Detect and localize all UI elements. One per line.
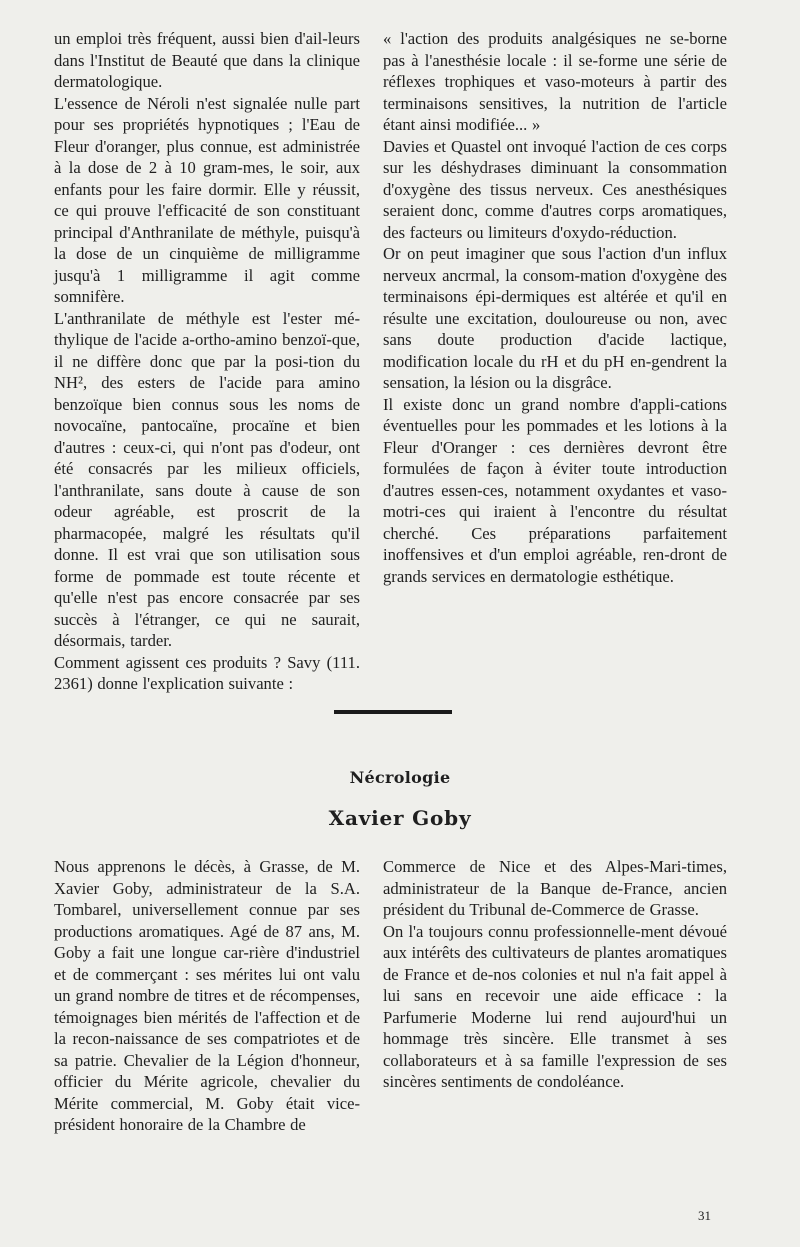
paragraph: L'anthranilate de méthyle est l'ester mé-thylique de l'acide a-ortho-amino benzoï-que, il ne diffère donc que par la posi-tion du NH², des esters de l'acide para amino benzoïque bien connus sous les noms de novocaïne, pantocaïne, procaïne et bien d'autres : ceux-ci, qui n'ont pas d'odeur, ont été consacrés par les milieux officiels, l'anthranilate, sans doute à cause de son odeur agréable, est proscrit de la pharmacopée, malgré les résultats qu'il donne. Il est vrai que son utilisation sous forme de pommade est toute récente et qu'elle n'est pas encore consacrée par ses succès à l'étranger, ce qui ne saurait, désormais, tarder. <box>54 308 360 650</box>
paragraph: On l'a toujours connu professionnelle-ment dévoué aux intérêts des cultivateurs de plantes aromatiques de France et de-nos colonies et nul n'a fait appel à lui sans en recevoir une aide efficace : la Parfumerie Moderne lui rend aujourd'hui un hommage très sincère. Elle transmet à ses collaborateurs et à sa famille l'expression de ses sincères sentiments de condoléance. <box>383 921 727 1091</box>
paragraph: Commerce de Nice et des Alpes-Mari-times, administrateur de la Banque de-France, ancien président du Tribunal de-Commerce de Grasse. <box>383 857 727 919</box>
paragraph: « l'action des produits analgésiques ne se-borne pas à l'anesthésie locale : il se-forme une série de réflexes trophiques et vaso-moteurs à partir des terminaisons sensitives, la nutrition de l'article étant ainsi modifiée... » <box>383 29 727 134</box>
section-divider <box>334 710 452 714</box>
paragraph: Nous apprenons le décès, à Grasse, de M. Xavier Goby, administrateur de la S.A. Tombarel, universellement connue par ses productions aromatiques. Agé de 87 ans, M. Goby a fait une longue car-rière d'industriel et de commerçant : ses mérites lui ont valu un grand nombre de titres et de récompenses, témoignages bien mérités de l'affection et de la recon-naissance de ses compatriotes et de sa patrie. Chevalier de la Légion d'honneur, officier du Mérite agricole, chevalier du Mérite commercial, M. Goby était vice-président honoraire de la Chambre de <box>54 857 360 1134</box>
paragraph: Davies et Quastel ont invoqué l'action de ces corps sur les déshydrases diminuant la consommation d'oxygène des tissus nerveux. Ces anesthésiques seraient donc, comme d'autres corps aromatiques, des facteurs ou limiteurs d'oxydo-réduction. <box>383 136 727 242</box>
page-number: 31 <box>698 1208 711 1223</box>
left-column-article-continuation <box>54 28 360 695</box>
obituary-name-heading: Xavier Goby <box>328 806 472 830</box>
paragraph: L'essence de Néroli n'est signalée nulle part pour ses propriétés hypnotiques ; l'Eau de Fleur d'oranger, plus connue, est administrée à la dose de 2 à 10 gram-mes, le soir, aux enfants pour les faire dormir. Elle y réussit, ce qui prouve l'efficacité de son constituant principal d'Anthranilate de méthyle, puisqu'à la dose de un cinquième de milligramme jusqu'à 1 milligramme il agit comme somnifère. <box>54 93 360 306</box>
section-heading: Nécrologie <box>349 768 451 787</box>
obituary-right-column <box>383 856 727 1093</box>
paragraph: Comment agissent ces produits ? Savy (111. 2361) donne l'explication suivante : <box>54 652 360 693</box>
right-column-article-continuation <box>383 28 727 587</box>
paragraph: un emploi très fréquent, aussi bien d'ail-leurs dans l'Institut de Beauté que dans la clinique dermatologique. <box>54 29 360 91</box>
paragraph: Il existe donc un grand nombre d'appli-cations éventuelles pour les pommades et les lotions à la Fleur d'Oranger : ces dernières devront être formulées de façon à éviter toute introduction d'autres essen-ces, notamment oxydantes et vaso-motri-ces qui iraient à l'encontre du résultat cherché. Ces préparations parfaitement inoffensives et d'un emploi agréable, ren-dront de grands services en dermatologie esthétique. <box>383 394 727 586</box>
obituary-left-column <box>54 856 360 1136</box>
paragraph: Or on peut imaginer que sous l'action d'un influx nerveux ancrmal, la consom-mation d'oxygène des terminaisons épi-dermiques est altérée et qu'il en résulte une excitation, douloureuse ou non, avec sans doute production d'acide lactique, modification locale du rH et du pH en-gendrent la sensation, la lésion ou la disgrâce. <box>383 244 727 392</box>
